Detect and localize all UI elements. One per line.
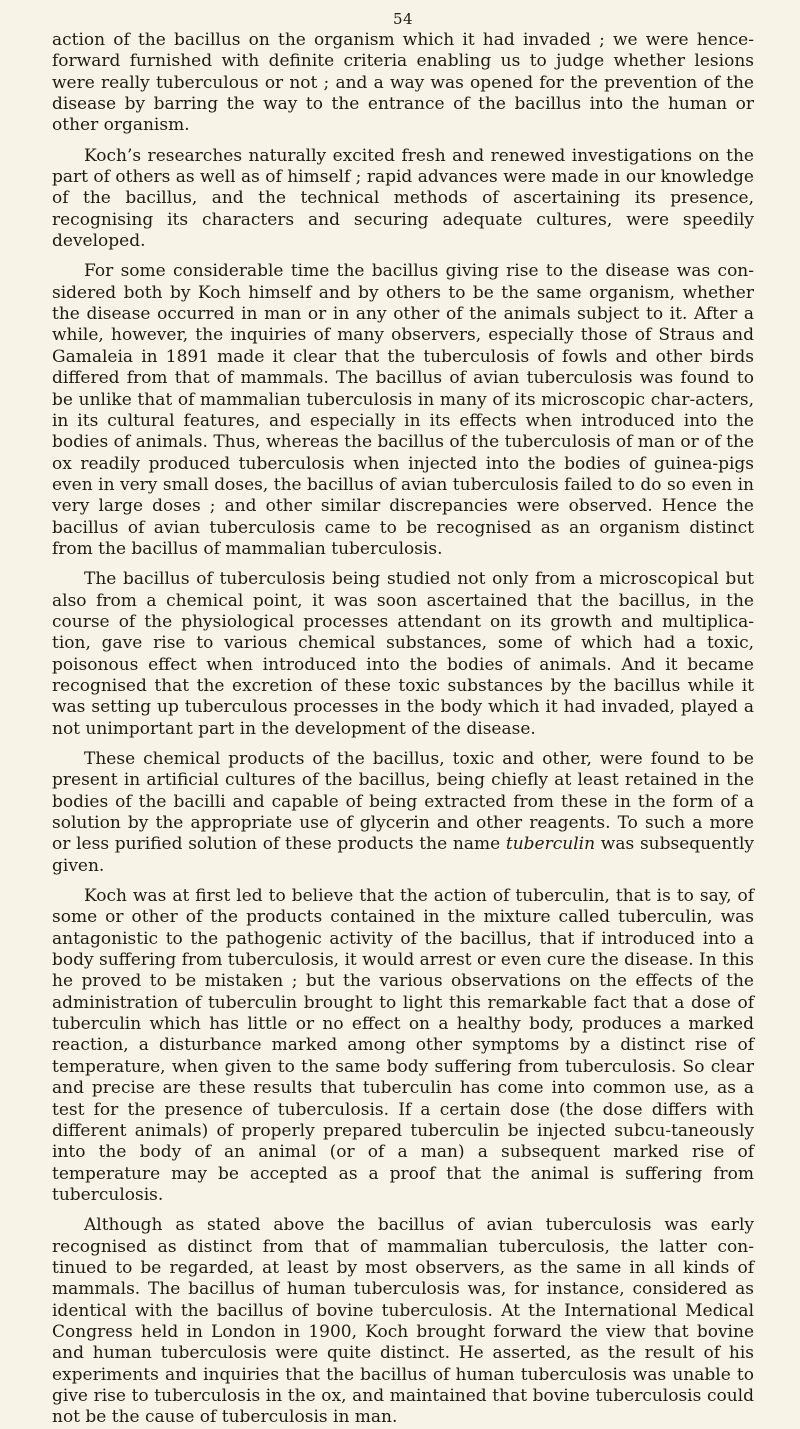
paragraph-3: For some considerable time the bacillus giving rise to the disease was con-sidered both by Koch himself and by others to be the same organism, whether the disease occurred in man or in any other of the animals subject to it. After a while, however, the inquiries of many observers, especially those of Straus and Gamaleia in 1891 made it clear that the tuberculosis of fowls and other birds differed from that of mammals. The bacillus of avian tuberculosis was found to be unlike that of mammalian tuberculosis in many of its microscopic char-acters, in its cultural features, and especially in its effects when introduced into the bodies of animals. Thus, whereas the bacillus of the tuberculosis of man or of the ox readily produced tuberculosis when injected into the bodies of guinea-pigs even in very small doses, the bacillus of avian tuberculosis failed to do so even in very large doses ; and other similar discrepancies were observed. Hence the bacillus of avian tuberculosis came to be recognised as an organism distinct from the bacillus of mammalian tuberculosis. [52, 261, 754, 559]
paragraph-2: Koch’s researches naturally excited fresh and renewed investigations on the part of others as well as of himself ; rapid advances were made in our knowledge of the bacillus, and the technical methods of ascertaining its presence, recognising its characters and securing adequate cultures, were speedily developed. [52, 145, 754, 252]
paragraph-4: The bacillus of tuberculosis being studied not only from a microscopical but also from a chemical point, it was soon ascertained that the bacillus, in the course of the physiological processes attendant on its growth and multiplica-tion, gave rise to various chemical substances, some of which had a toxic, poisonous effect when introduced into the bodies of animals. And it became recognised that the excretion of these toxic substances by the bacillus while it was setting up tuberculous processes in the body which it had invaded, played a not unimportant part in the development of the disease. [52, 569, 754, 739]
paragraph-1: action of the bacillus on the organism which it had invaded ; we were hence-forward furnished with definite criteria enabling us to judge whether lesions were really tuberculous or not ; and a way was opened for the prevention of the disease by barring the way to the entrance of the bacillus into the human or other organism. [52, 30, 754, 136]
paragraph-5 [52, 749, 754, 877]
paragraph-5-before: These chemical products of the bacillus, toxic and other, were found to be present in artificial cultures of the bacillus, being chiefly at least retained in the bodies of the bacilli and capable of being extracted from these in the form of a solution by the appropriate use of glycerin and other reagents. To such a more or less purified solution of these products the name [52, 749, 754, 855]
page-number: 54 [392, 10, 414, 28]
tuberculin-term: tuberculin [505, 834, 596, 855]
paragraph-7: Although as stated above the bacillus of avian tuberculosis was early recognised as distinct from that of mammalian tuberculosis, the latter con-tinued to be regarded, at least by most observers, as the same in all kinds of mammals. The bacillus of human tuberculosis was, for instance, considered as identical with the bacillus of bovine tuberculosis. At the International Medical Congress held in London in 1900, Koch brought forward the view that bovine and human tuberculosis were quite distinct. He asserted, as the result of his experiments and inquiries that the bacillus of human tuberculosis was unable to give rise to tuberculosis in the ox, and maintained that bovine tuberculosis could not be the cause of tuberculosis in man. [52, 1215, 754, 1428]
paragraph-5-after: was subsequently given. [52, 834, 754, 876]
paragraph-6: Koch was at first led to believe that the action of tuberculin, that is to say, of some or other of the products contained in the mixture called tuberculin, was antagonistic to the pathogenic activity of the bacillus, that if introduced into a body suffering from tuberculosis, it would arrest or even cure the disease. In this he proved to be mistaken ; but the various observations on the effects of the administration of tuberculin brought to light this remarkable fact that a dose of tuberculin which has little or no effect on a healthy body, produces a marked reaction, a disturbance marked among other symptoms by a distinct rise of temperature, when given to the same body suffering from tuberculosis. So clear and precise are these results that tuberculin has come into common use, as a test for the presence of tuberculosis. If a certain dose (the dose differs with different animals) of properly prepared tuberculin be injected subcu-taneously into the body of an animal (or of a man) a subsequent marked rise of temperature may be accepted as a proof that the animal is suffering from tuberculosis. [52, 886, 755, 1205]
